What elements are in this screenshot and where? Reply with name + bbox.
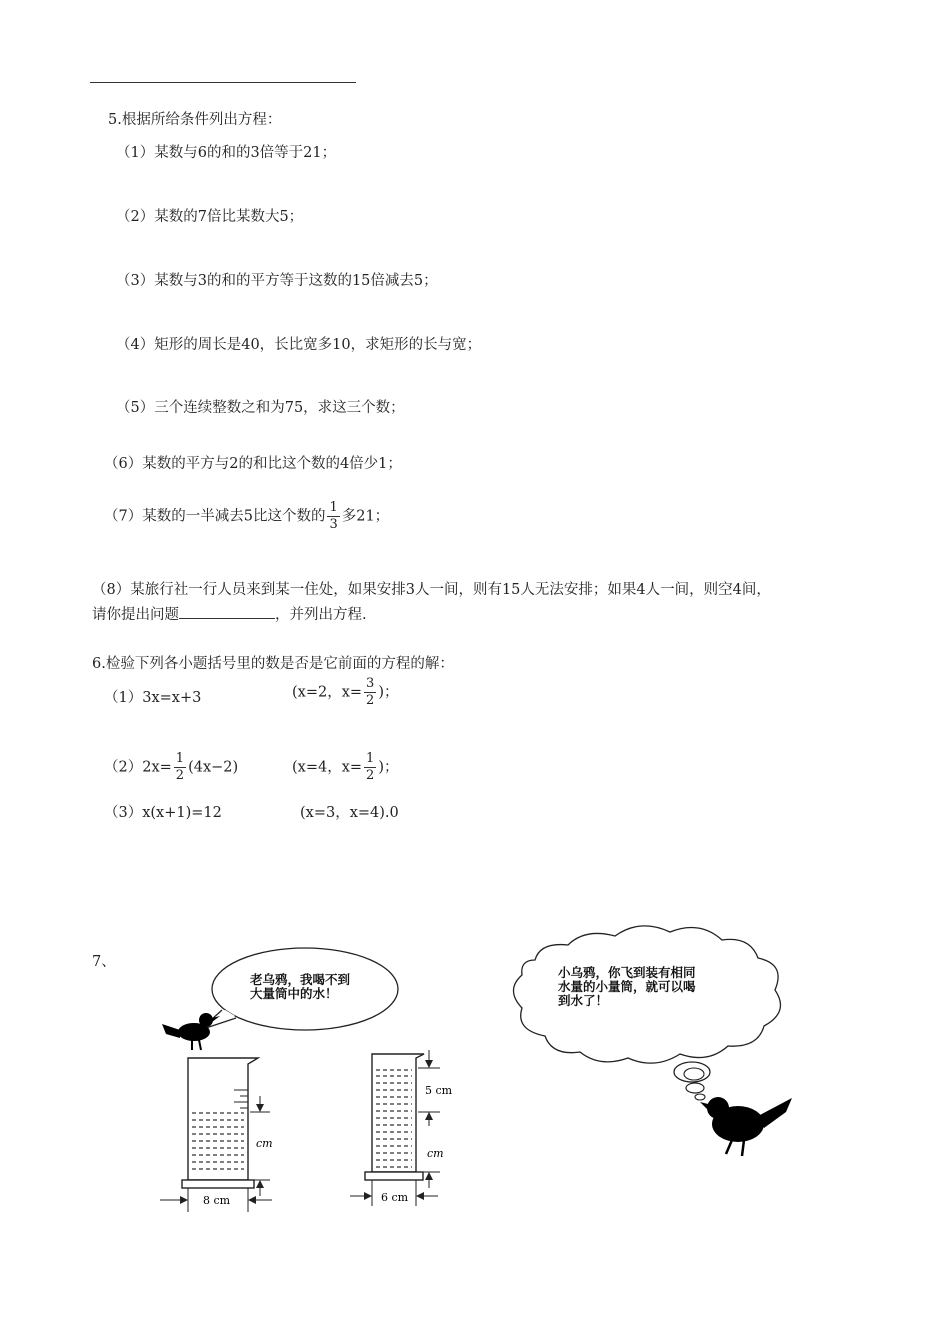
thought-bubble-small <box>695 1094 705 1100</box>
q5-item-8-line1: （8）某旅行社一行人员来到某一住处，如果安排3人一间，则有15人无法安排；如果4人一间，则空4间， <box>92 582 771 598</box>
q7-label: 7、 <box>92 954 116 970</box>
q5-item-1: （1）某数与6的和的3倍等于21； <box>116 145 337 161</box>
fraction-one-half-option: $\frac{1}{2}$ <box>366 751 375 783</box>
small-cyl-width-label: 6 cm <box>381 1191 409 1204</box>
right-cloud-text: 小乌鸦，你飞到装有相同 水量的小量筒，就可以喝 到水了！ <box>558 965 696 1008</box>
q5-item-7-pre: （7）某数的一半减去5比这个数的 <box>104 508 326 525</box>
q6-row1-options: (x=2，x= $\frac{3}{2}$ )； <box>292 676 399 708</box>
big-cyl-width-label: 8 cm <box>203 1194 231 1207</box>
q5-item-8-line2: 请你提出问题 ，并列出方程. <box>92 603 367 624</box>
q5-item-7-post: 多21； <box>341 508 390 525</box>
old-crow-silhouette-icon <box>700 1097 792 1156</box>
q5-item-2: （2）某数的7倍比某数大5； <box>116 209 304 225</box>
small-crow-silhouette-icon <box>162 1013 220 1050</box>
small-cyl-height-label: cm <box>427 1147 444 1160</box>
q6-title: 6.检验下列各小题括号里的数是否是它前面的方程的解： <box>92 656 454 672</box>
q6-row3-options: (x=3，x=4).0 <box>300 805 399 821</box>
q5-title: 5.根据所给条件列出方程： <box>108 112 282 128</box>
fraction-one-half: $\frac{1}{2}$ <box>175 751 185 783</box>
small-cyl-top-label: 5 cm <box>425 1084 453 1097</box>
thought-bubble-large <box>674 1062 710 1082</box>
q5-item-4: （4）矩形的周长是40，长比宽多10，求矩形的长与宽； <box>116 337 482 353</box>
fraction-three-halves: $\frac{3}{2}$ <box>366 676 375 708</box>
fraction-one-third: $\frac{1}{3}$ <box>329 500 338 532</box>
small-measuring-cylinder <box>350 1050 440 1206</box>
q6-row1-equation: （1）3x=x+3 <box>104 690 202 706</box>
left-bubble-text: 老乌鸦，我喝不到 大量筒中的水！ <box>250 972 351 1001</box>
q6-row3-equation: （3）x(x+1)=12 <box>104 805 222 821</box>
thought-bubble-medium <box>686 1083 704 1093</box>
q5-item-6: （6）某数的平方与2的和比这个数的4倍少1； <box>104 456 402 472</box>
big-cyl-height-label: cm <box>256 1137 273 1150</box>
q6-row2-options: (x=4，x= $\frac{1}{2}$ )； <box>292 751 399 783</box>
q5-item-3: （3）某数与3的和的平方等于这数的15倍减去5； <box>116 273 438 289</box>
big-measuring-cylinder <box>160 1058 272 1212</box>
q6-row2-equation: （2）2x= $\frac{1}{2}$ (4x−2) <box>104 751 239 783</box>
q5-item-5: （5）三个连续整数之和为75，求这三个数； <box>116 400 405 416</box>
